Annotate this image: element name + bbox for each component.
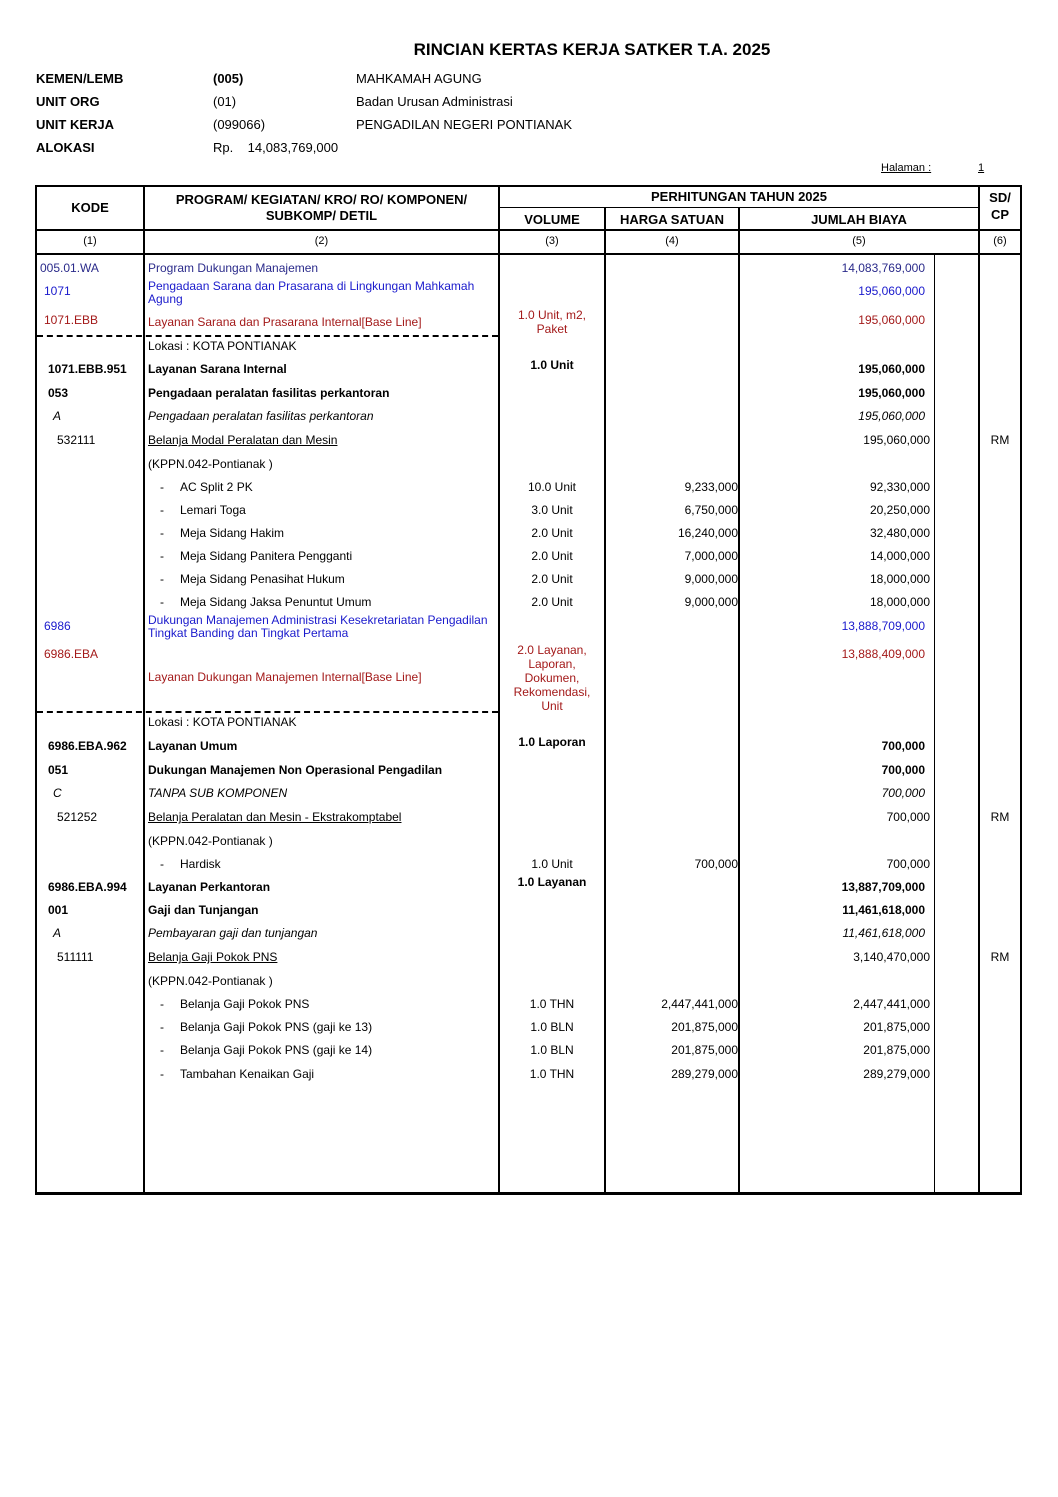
- row-jumlah: 11,461,618,000: [842, 926, 925, 940]
- colnum-1: (1): [83, 235, 97, 247]
- row-jumlah: 14,000,000: [869, 549, 930, 563]
- location-separator: [37, 335, 498, 337]
- row-harga: 9,000,000: [684, 595, 738, 609]
- row-jumlah: 700,000: [881, 786, 925, 800]
- header-perhitungan: PERHITUNGAN TAHUN 2025: [650, 189, 827, 204]
- row-uraian: Program Dukungan Manajemen: [148, 261, 319, 275]
- header-sdcp-line2: CP: [990, 207, 1010, 222]
- row-uraian: Belanja Peralatan dan Mesin - Ekstrakomptabel: [148, 810, 402, 824]
- colnum-divider: [35, 253, 1022, 255]
- row-jumlah: 13,888,709,000: [841, 619, 925, 633]
- row-volume: 2.0 Unit: [531, 549, 573, 563]
- row-jumlah: 195,060,000: [858, 386, 925, 400]
- row-uraian: Pengadaan peralatan fasilitas perkantoran: [148, 386, 390, 400]
- row-volume: 3.0 Unit: [531, 503, 573, 517]
- row-sdcp: RM: [990, 433, 1010, 447]
- row-bullet: -: [160, 503, 164, 517]
- row-kode: 6986.EBA.962: [48, 739, 127, 753]
- row-bullet: -: [160, 1020, 164, 1034]
- row-harga: 700,000: [694, 857, 738, 871]
- row-harga: 6,750,000: [684, 503, 738, 517]
- row-jumlah: 32,480,000: [869, 526, 930, 540]
- row-sdcp: RM: [990, 950, 1010, 964]
- row-jumlah: 11,461,618,000: [842, 903, 925, 917]
- row-uraian: Pengadaan peralatan fasilitas perkantoran: [148, 409, 374, 423]
- row-volume: 2.0 Unit: [531, 595, 573, 609]
- row-uraian: Gaji dan Tunjangan: [148, 903, 259, 917]
- row-jumlah: 18,000,000: [869, 595, 930, 609]
- row-volume: 1.0 BLN: [530, 1043, 574, 1057]
- header-sdcp-line1: SD/: [989, 190, 1011, 205]
- row-jumlah: 195,060,000: [858, 284, 925, 298]
- row-jumlah: 700,000: [886, 810, 930, 824]
- row-bullet: -: [160, 857, 164, 871]
- page-label: Halaman :: [881, 162, 932, 174]
- row-jumlah: 14,083,769,000: [841, 261, 925, 275]
- row-jumlah: 195,060,000: [863, 433, 930, 447]
- row-kode: 001: [48, 903, 69, 917]
- row-jumlah: 195,060,000: [858, 409, 925, 423]
- row-kode: A: [53, 926, 62, 940]
- row-harga: 9,233,000: [684, 480, 738, 494]
- header-volume: VOLUME: [524, 212, 580, 227]
- row-jumlah: 201,875,000: [863, 1020, 930, 1034]
- header-program-line1: PROGRAM/ KEGIATAN/ KRO/ RO/ KOMPONEN/: [175, 192, 468, 207]
- row-kode: 005.01.WA: [40, 261, 99, 275]
- row-kode: 1071.EBB.951: [48, 362, 127, 376]
- row-bullet: -: [160, 1043, 164, 1057]
- row-uraian: Belanja Gaji Pokok PNS: [148, 950, 278, 964]
- meta-code-unit-org: (01): [213, 94, 237, 109]
- row-uraian: Layanan Umum: [148, 739, 238, 753]
- row-volume: 10.0 Unit: [527, 480, 577, 494]
- row-volume: 2.0 Unit: [531, 526, 573, 540]
- row-uraian: Meja Sidang Penasihat Hukum: [180, 572, 345, 586]
- header-divider: [35, 229, 1022, 231]
- colnum-5: (5): [852, 235, 866, 247]
- row-bullet: -: [160, 549, 164, 563]
- row-jumlah: 2,447,441,000: [853, 997, 930, 1011]
- header-program-line2: SUBKOMP/ DETIL: [265, 208, 378, 223]
- row-bullet: -: [160, 526, 164, 540]
- row-volume: 1.0 Unit: [531, 857, 573, 871]
- row-kppn: (KPPN.042-Pontianak ): [148, 834, 273, 848]
- meta-name-unit-org: Badan Urusan Administrasi: [356, 94, 513, 109]
- row-jumlah: 700,000: [886, 857, 930, 871]
- row-bullet: -: [160, 595, 164, 609]
- row-harga: 201,875,000: [671, 1043, 738, 1057]
- row-jumlah: 195,060,000: [858, 313, 925, 327]
- row-bullet: -: [160, 1067, 164, 1081]
- meta-code-kemen: (005): [213, 71, 244, 86]
- colnum-3: (3): [545, 235, 559, 247]
- row-volume: 2.0 Layanan, Laporan, Dokumen, Rekomendasi, Unit: [513, 643, 591, 713]
- row-uraian: Meja Sidang Jaksa Penuntut Umum: [180, 595, 372, 609]
- row-kode: 053: [48, 386, 69, 400]
- row-jumlah: 92,330,000: [869, 480, 930, 494]
- row-uraian: Belanja Gaji Pokok PNS (gaji ke 13): [180, 1020, 373, 1034]
- row-jumlah: 3,140,470,000: [853, 950, 930, 964]
- row-jumlah: 13,887,709,000: [841, 880, 925, 894]
- row-kode: 1071: [44, 284, 71, 298]
- row-uraian: TANPA SUB KOMPONEN: [148, 786, 288, 800]
- row-volume: 1.0 Laporan: [518, 735, 586, 749]
- meta-label-alokasi: ALOKASI: [36, 140, 95, 155]
- row-uraian: Hardisk: [180, 857, 221, 871]
- row-kode: A: [53, 409, 62, 423]
- row-uraian: Pembayaran gaji dan tunjangan: [148, 926, 318, 940]
- meta-label-unit-kerja: UNIT KERJA: [36, 117, 115, 132]
- row-uraian: Layanan Perkantoran: [148, 880, 271, 894]
- row-kode: 511111: [57, 950, 94, 964]
- meta-label-kemen: KEMEN/LEMB: [36, 71, 124, 86]
- meta-label-unit-org: UNIT ORG: [36, 94, 100, 109]
- row-jumlah: 289,279,000: [863, 1067, 930, 1081]
- row-volume: 1.0 THN: [529, 997, 575, 1011]
- row-kode: C: [53, 786, 62, 800]
- row-kode: 1071.EBB: [44, 313, 99, 327]
- row-kode: 6986: [44, 619, 71, 633]
- meta-code-unit-kerja: (099066): [213, 117, 266, 132]
- row-volume: 1.0 Unit, m2, Paket: [517, 308, 587, 336]
- row-uraian: Dukungan Manajemen Administrasi Kesekretariatan Pengadilan Tingkat Banding dan Tingkat Pertama: [148, 613, 488, 640]
- row-uraian: Belanja Gaji Pokok PNS (gaji ke 14): [180, 1043, 373, 1057]
- row-jumlah: 13,888,409,000: [841, 647, 925, 661]
- meta-name-kemen: MAHKAMAH AGUNG: [356, 71, 482, 86]
- header-harga-satuan: HARGA SATUAN: [620, 212, 724, 227]
- row-uraian: Belanja Modal Peralatan dan Mesin: [148, 433, 338, 447]
- row-volume: 2.0 Unit: [531, 572, 573, 586]
- row-uraian: Belanja Gaji Pokok PNS: [180, 997, 310, 1011]
- row-bullet: -: [160, 572, 164, 586]
- row-uraian: Tambahan Kenaikan Gaji: [180, 1067, 315, 1081]
- colnum-6: (6): [993, 235, 1007, 247]
- meta-value-alokasi: Rp. 14,083,769,000: [213, 140, 339, 155]
- row-harga: 2,447,441,000: [661, 997, 738, 1011]
- row-harga: 9,000,000: [684, 572, 738, 586]
- document-title: RINCIAN KERTAS KERJA SATKER T.A. 2025: [413, 40, 771, 59]
- page-number: 1: [978, 162, 985, 174]
- col-divider-6: [978, 185, 980, 1195]
- meta-name-unit-kerja: PENGADILAN NEGERI PONTIANAK: [356, 117, 572, 132]
- row-uraian: Dukungan Manajemen Non Operasional Pengadilan: [148, 763, 443, 777]
- row-bullet: -: [160, 997, 164, 1011]
- row-uraian: Layanan Sarana dan Prasarana Internal[Base Line]: [148, 315, 422, 329]
- row-jumlah: 20,250,000: [869, 503, 930, 517]
- row-lokasi: Lokasi : KOTA PONTIANAK: [148, 339, 297, 353]
- row-uraian: Layanan Dukungan Manajemen Internal[Base Line]: [148, 670, 422, 684]
- row-volume: 1.0 THN: [529, 1067, 575, 1081]
- location-separator: [37, 711, 498, 713]
- row-uraian: Layanan Sarana Internal: [148, 362, 287, 376]
- row-uraian: AC Split 2 PK: [180, 480, 253, 494]
- colnum-4: (4): [665, 235, 679, 247]
- row-kode: 6986.EBA.994: [48, 880, 127, 894]
- row-kppn: (KPPN.042-Pontianak ): [148, 974, 273, 988]
- header-jumlah-biaya: JUMLAH BIAYA: [811, 212, 907, 227]
- row-kode: 521252: [57, 810, 98, 824]
- row-volume: 1.0 Layanan: [517, 875, 587, 889]
- row-harga: 201,875,000: [671, 1020, 738, 1034]
- row-jumlah: 201,875,000: [863, 1043, 930, 1057]
- row-uraian: Pengadaan Sarana dan Prasarana di Lingkungan Mahkamah Agung: [148, 279, 475, 306]
- row-uraian: Lemari Toga: [180, 503, 246, 517]
- row-harga: 7,000,000: [684, 549, 738, 563]
- row-sdcp: RM: [990, 810, 1010, 824]
- row-bullet: -: [160, 480, 164, 494]
- header-kode: KODE: [71, 200, 109, 215]
- row-jumlah: 700,000: [881, 739, 925, 753]
- row-uraian: Meja Sidang Panitera Pengganti: [180, 549, 353, 563]
- row-uraian: Meja Sidang Hakim: [180, 526, 285, 540]
- row-kode: 532111: [57, 433, 96, 447]
- row-lokasi: Lokasi : KOTA PONTIANAK: [148, 715, 297, 729]
- colnum-2: (2): [314, 235, 329, 247]
- row-harga: 16,240,000: [677, 526, 738, 540]
- row-kode: 051: [48, 763, 69, 777]
- row-kode: 6986.EBA: [44, 647, 99, 661]
- row-volume: 1.0 BLN: [530, 1020, 574, 1034]
- row-harga: 289,279,000: [671, 1067, 738, 1081]
- col-divider-5: [934, 253, 935, 1195]
- row-jumlah: 195,060,000: [858, 362, 925, 376]
- row-volume: 1.0 Unit: [530, 358, 574, 372]
- row-jumlah: 18,000,000: [869, 572, 930, 586]
- row-jumlah: 700,000: [881, 763, 925, 777]
- row-kppn: (KPPN.042-Pontianak ): [148, 457, 273, 471]
